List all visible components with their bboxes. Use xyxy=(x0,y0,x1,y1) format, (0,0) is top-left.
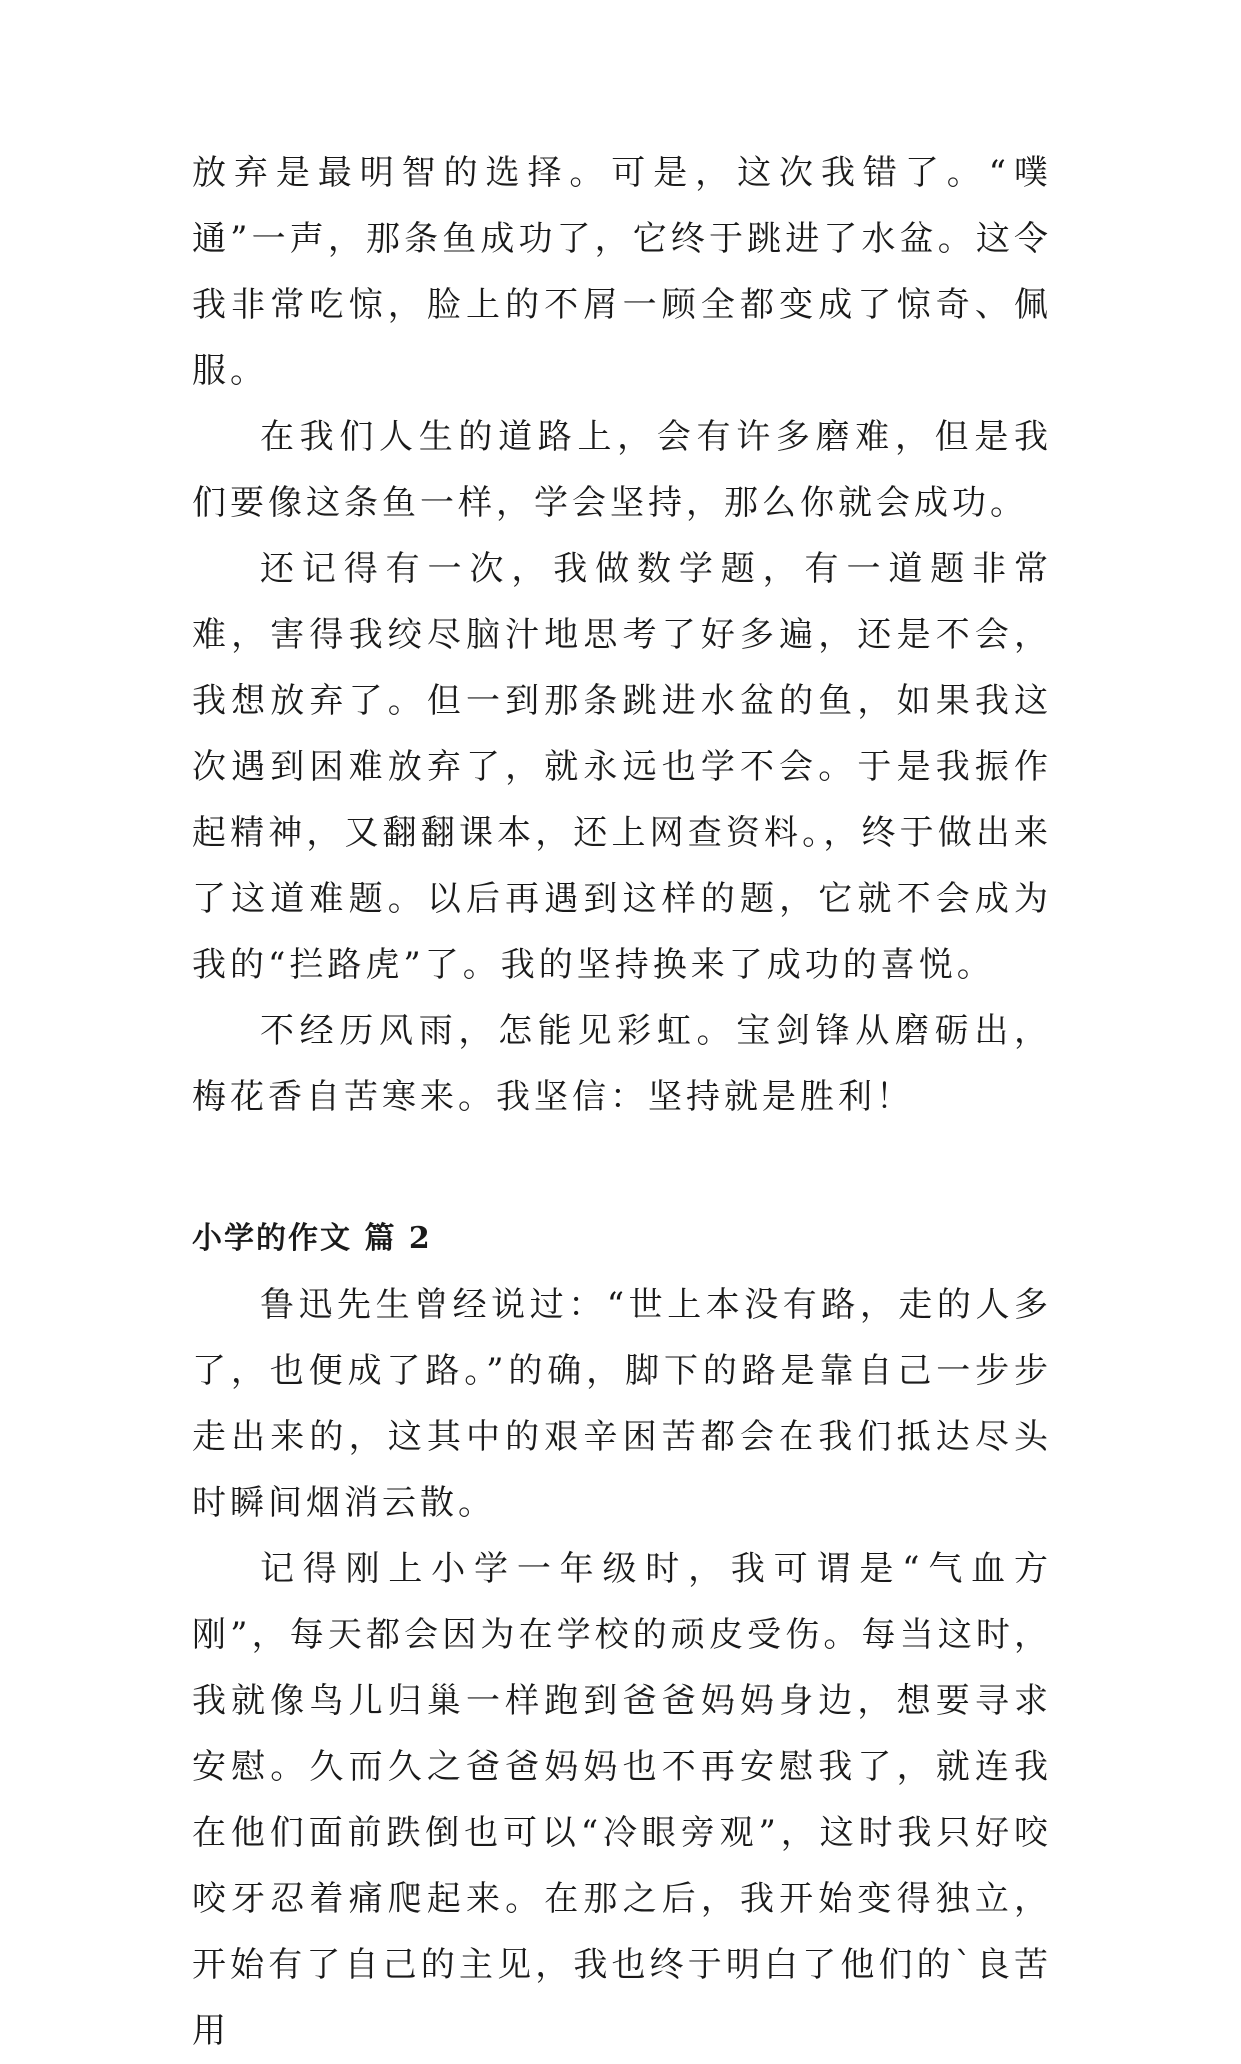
paragraph-continuation: 放弃是最明智的选择。可是，这次我错了。“噗通”一声，那条鱼成功了，它终于跳进了水盆。这令我非常吃惊，脸上的不屑一顾全都变成了惊奇、佩服。 xyxy=(192,153,1052,391)
section-heading: 小学的作文 篇 2 xyxy=(192,1221,432,1256)
paragraph-first-grade: 记得刚上小学一年级时，我可谓是“气血方刚”，每天都会因为在学校的顽皮受伤。每当这时，我就像鸟儿归巢一样跑到爸爸妈妈身边，想要寻求安慰。久而久之爸爸妈妈也不再安慰我了，就连我在他们面前跌倒也可以“冷眼旁观”，这时我只好咬咬牙忍着痛爬起来。在那之后，我开始变得独立，开始有了自己的主见，我也终于明白了他们的`良苦用 xyxy=(192,1549,1052,2051)
paragraph-math-problem: 还记得有一次，我做数学题，有一道题非常难，害得我绞尽脑汁地思考了好多遍，还是不会，我想放弃了。但一到那条跳进水盆的鱼，如果我这次遇到困难放弃了，就永远也学不会。于是我振作起精神，又翻翻课本，还上网查资料。，终于做出来了这道难题。以后再遇到这样的题，它就不会成为我的“拦路虎”了。我的坚持换来了成功的喜悦。 xyxy=(192,549,1052,985)
paragraph-perseverance: 在我们人生的道路上，会有许多磨难，但是我们要像这条鱼一样，学会坚持，那么你就会成功。 xyxy=(192,417,1052,523)
paragraph-conclusion: 不经历风雨，怎能见彩虹。宝剑锋从磨砺出，梅花香自苦寒来。我坚信：坚持就是胜利！ xyxy=(192,1011,1052,1117)
paragraph-luxun-quote: 鲁迅先生曾经说过：“世上本没有路，走的人多了，也便成了路。”的确，脚下的路是靠自己一步步走出来的，这其中的艰辛困苦都会在我们抵达尽头时瞬间烟消云散。 xyxy=(192,1285,1052,1523)
document-page xyxy=(192,140,1052,2064)
